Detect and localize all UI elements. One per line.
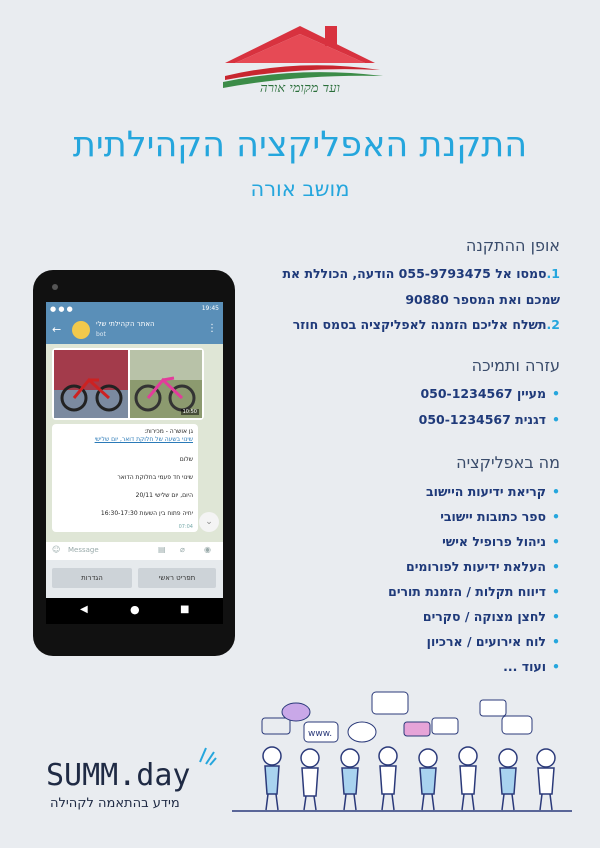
brand-tagline: מידע בהתאמה לקהילה [50,796,180,811]
phone-camera-icon [52,284,58,290]
more-menu-icon[interactable]: ⋮ [207,323,217,334]
step-text: סמסו אל 055-9793475 הודעה, הכוללת את [282,266,547,281]
logo-text: ועד מקומי אורה [260,81,340,96]
support-heading: עזרה ותמיכה [471,356,560,375]
message-line: שינוי חד פעמי בחלוקת הדואר [117,474,193,481]
install-step-1 [282,266,560,281]
features-heading: מה באפליקציה [456,453,560,472]
message-input[interactable]: Message [68,546,99,554]
emoji-icon[interactable]: ☺ [52,545,61,554]
message-input-bar [46,542,223,560]
nav-home-icon[interactable]: ● [130,603,140,616]
bot-keyboard [46,560,223,600]
chat-subtitle: bot [96,331,106,338]
support-contact: •מעיין 050-1234567 [420,386,560,401]
photo-bike-1[interactable] [54,350,128,418]
message-line: גן אושרה - מכירות: [144,428,193,435]
status-dots-icon: ● ● ● [50,305,73,313]
feature-item: •ניהול פרופיל אישי [442,534,560,549]
camera-icon[interactable]: ◉ [204,545,211,554]
text-message [52,424,198,532]
nav-back-icon[interactable]: ◀ [80,604,88,615]
status-bar [46,302,223,316]
back-arrow-icon[interactable]: ← [52,323,62,336]
message-line: שלום [179,456,193,463]
image-message [52,348,204,420]
message-time: 07:04 [178,524,193,530]
bubble-www: www. [308,729,333,739]
scroll-down-icon[interactable]: ⌄ [199,512,219,532]
page-subtitle: מושב אורה [250,177,350,201]
install-step-2 [293,317,560,332]
step-text: תשלח אליכם הזמנה לאפליקציה בסמס חוזר [292,317,547,332]
page-title: התקנת האפליקציה הקהילתית [72,125,528,165]
brand-logo: SUMM.day [46,758,191,793]
status-time: 19:45 [201,305,219,312]
main-menu-button[interactable]: תפריט ראשי [138,568,216,588]
feature-item: •ועוד ... [503,659,560,674]
feature-item: •ספר כתובות יישובי [440,509,560,524]
keyboard-icon[interactable]: ▤ [158,545,166,554]
avatar [72,321,90,339]
chat-title: האתר הקהילתי שלי [96,320,155,328]
photo-bike-2[interactable] [130,350,202,418]
install-step-1-cont: שמכם ואת המספר 90880 [405,292,560,307]
brand-sparkle-icon [196,744,218,766]
phone-screen [46,302,223,624]
video-time: 10:50 [182,409,197,415]
message-line: היום, יום שלישי 20/11 [135,492,193,499]
nav-recents-icon[interactable]: ■ [180,604,190,615]
feature-item: •לוח אירועים / ארכיון [426,634,560,649]
feature-item: •לחצן מצוקה / סקרים [422,609,560,624]
feature-item: •דיווח תקלות / הזמנת תורים [388,584,560,599]
message-link[interactable]: שינוי בשעה של חלוקת דואר, יום שלישי [94,436,193,443]
step-number: 2. [546,317,560,332]
settings-button[interactable]: הגדרות [52,568,132,588]
android-nav-bar [46,598,223,624]
feature-item: •קריאת ידיעות היישוב [426,484,560,499]
chat-header [46,316,223,344]
support-contact: •דגנית 050-1234567 [418,412,560,427]
attach-icon[interactable]: ⌀ [180,545,185,554]
step-number: 1. [546,266,560,281]
feature-item: •העלאת ידיעות לפורומים [405,559,560,574]
message-line: יחיה פתוח בין השעות 16:30-17:30 [100,510,193,517]
install-heading: אופן ההתקנה [465,236,560,255]
community-people-illustration [232,688,572,818]
